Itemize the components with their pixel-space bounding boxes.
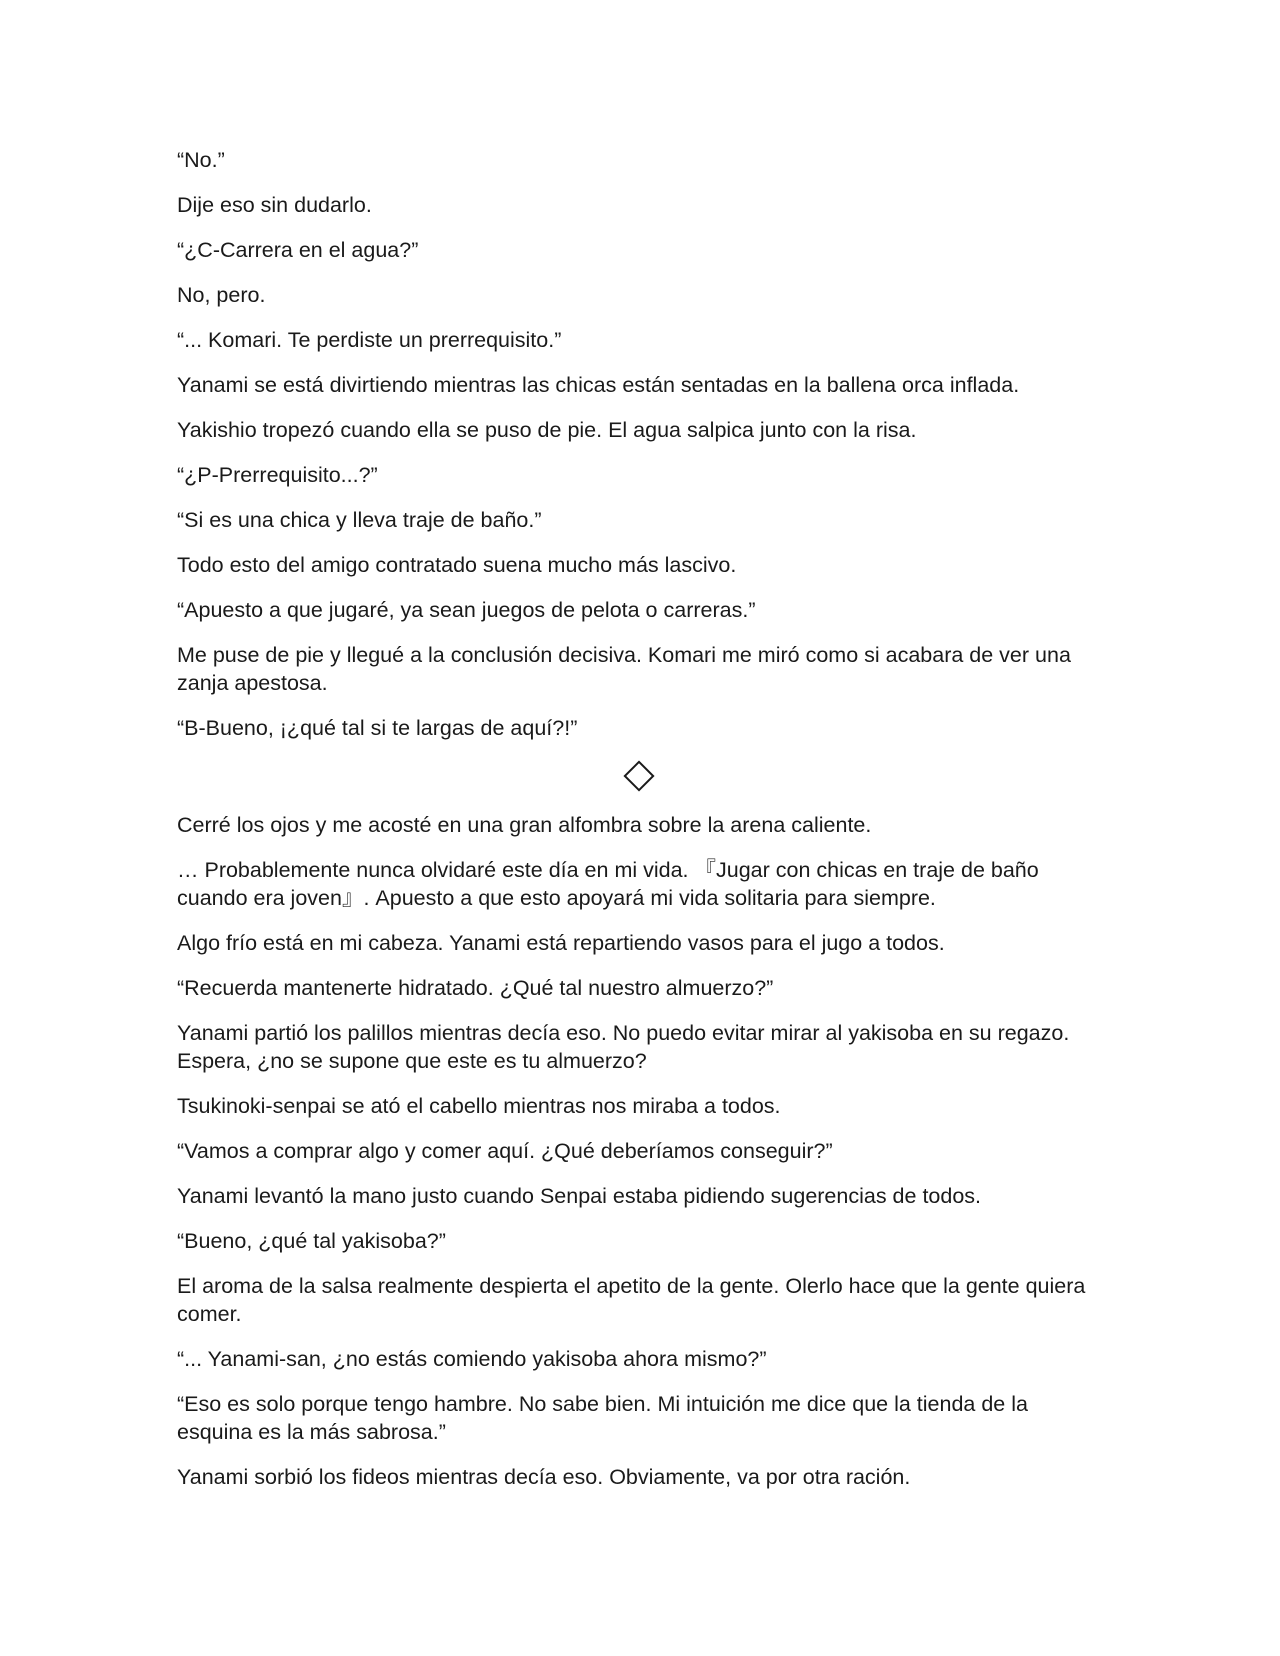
paragraph: “Bueno, ¿qué tal yakisoba?”	[177, 1229, 446, 1253]
scene-break-divider	[177, 759, 1100, 794]
paragraph: “¿C-Carrera en el agua?”	[177, 238, 419, 262]
paragraph: Dije eso sin dudarlo.	[177, 193, 372, 217]
paragraph: “Apuesto a que jugaré, ya sean juegos de pelota o carreras.”	[177, 598, 756, 622]
paragraph: No, pero.	[177, 283, 266, 307]
paragraph: … Probablemente nunca olvidaré este día en mi vida. 『Jugar con chicas en traje de baño cuando era joven』. Apuesto a que esto apoyará mi vida solitaria para siempre.	[177, 858, 1039, 910]
text-section-after-divider	[177, 811, 1100, 1491]
paragraph: “No.”	[177, 148, 225, 172]
diamond-icon	[623, 760, 654, 791]
paragraph: Yakishio tropezó cuando ella se puso de pie. El agua salpica junto con la risa.	[177, 418, 917, 442]
divider-symbol	[650, 759, 651, 760]
paragraph: Tsukinoki-senpai se ató el cabello mientras nos miraba a todos.	[177, 1094, 781, 1118]
paragraph: “... Yanami-san, ¿no estás comiendo yakisoba ahora mismo?”	[177, 1347, 767, 1371]
paragraph: Yanami levantó la mano justo cuando Senpai estaba pidiendo sugerencias de todos.	[177, 1184, 982, 1208]
paragraph: “Si es una chica y lleva traje de baño.”	[177, 508, 542, 532]
paragraph: “¿P-Prerrequisito...?”	[177, 463, 378, 487]
paragraph: “Eso es solo porque tengo hambre. No sabe bien. Mi intuición me dice que la tienda de la esquina es la más sabrosa.”	[177, 1392, 1028, 1444]
paragraph: Cerré los ojos y me acosté en una gran alfombra sobre la arena caliente.	[177, 813, 872, 837]
paragraph: Me puse de pie y llegué a la conclusión decisiva. Komari me miró como si acabara de ver una zanja apestosa.	[177, 643, 1071, 695]
paragraph: “Vamos a comprar algo y comer aquí. ¿Qué deberíamos conseguir?”	[177, 1139, 833, 1163]
paragraph: Yanami partió los palillos mientras decía eso. No puedo evitar mirar al yakisoba en su regazo. Espera, ¿no se supone que este es tu almuerzo?	[177, 1021, 1070, 1073]
paragraph: “B-Bueno, ¡¿qué tal si te largas de aquí?!”	[177, 716, 578, 740]
paragraph: Algo frío está en mi cabeza. Yanami está repartiendo vasos para el jugo a todos.	[177, 931, 945, 955]
paragraph: Todo esto del amigo contratado suena mucho más lascivo.	[177, 553, 737, 577]
paragraph: Yanami sorbió los fideos mientras decía eso. Obviamente, va por otra ración.	[177, 1465, 911, 1489]
paragraph: “Recuerda mantenerte hidratado. ¿Qué tal nuestro almuerzo?”	[177, 976, 774, 1000]
paragraph: Yanami se está divirtiendo mientras las chicas están sentadas en la ballena orca inflada.	[177, 373, 1020, 397]
paragraph: “... Komari. Te perdiste un prerrequisito.”	[177, 328, 562, 352]
text-section-before-divider	[177, 146, 1100, 742]
paragraph: El aroma de la salsa realmente despierta el apetito de la gente. Olerlo hace que la gente quiera comer.	[177, 1274, 1086, 1326]
